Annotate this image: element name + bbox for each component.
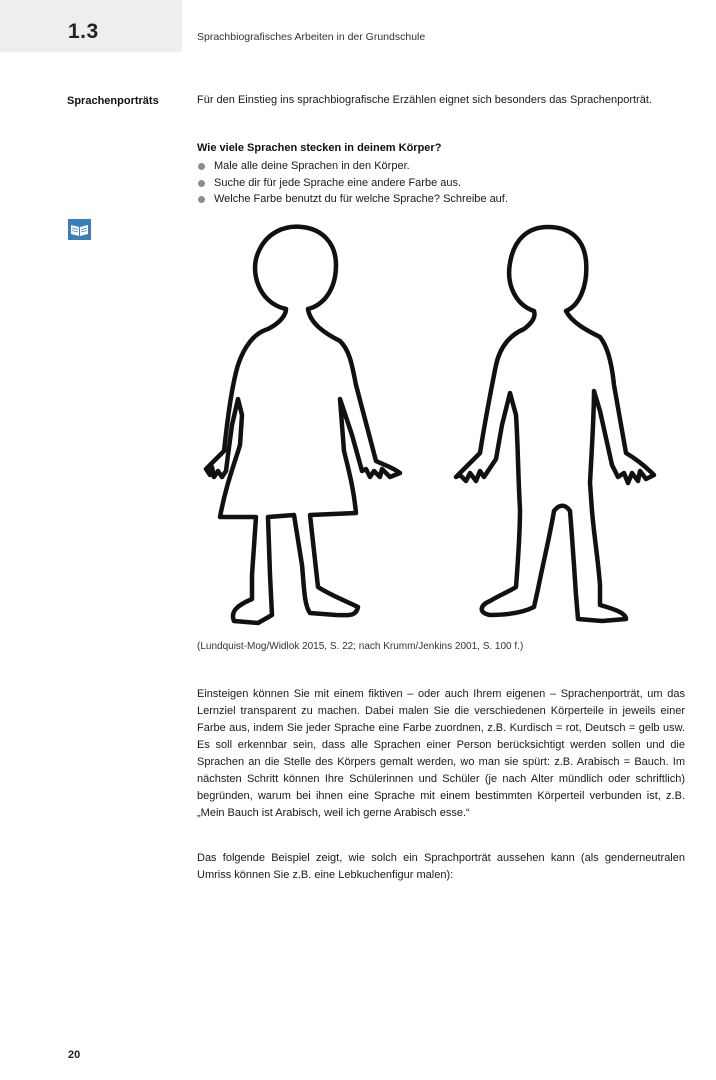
body-outline-illustration bbox=[180, 215, 680, 635]
section-side-title: Sprachenporträts bbox=[67, 95, 159, 107]
intro-paragraph: Für den Einstieg ins sprachbiografische Erzählen eignet sich besonders das Sprachenporträt. bbox=[197, 94, 652, 106]
body-paragraph: Einsteigen können Sie mit einem fiktiven – oder auch Ihrem eigenen – Sprachenporträt, um das Lernziel transparent zu machen. Dabei malen Sie die verschiedenen Körperteile in jeweils einer Farbe aus, indem Sie jeder Sprache eine Farbe zuordnen, z.B. Kurdisch = rot, Deutsch = gelb usw. Es soll erkennbar sein, dass alle Sprachen einer Person berücksichtigt werden sollen und die Sprachen an die Stelle des Körpers gemalt werden, wo man sie spürt: z.B. Arabisch = Bauch. Im nächsten Schritt können Ihre Schülerinnen und Schüler (je nach Alter mündlich oder schriftlich) begründen, warum bei ihnen eine Sprache mit einem bestimmten Körperteil verbunden ist, z.B. „Mein Bauch ist Arabisch, weil ich gerne Arabisch esse.“ bbox=[197, 688, 685, 819]
page-number: 20 bbox=[68, 1049, 81, 1061]
figure-caption: (Lundquist-Mog/Widlok 2015, S. 22; nach Krumm/Jenkins 2001, S. 100 f.) bbox=[197, 641, 524, 652]
girl-figure-outline bbox=[206, 227, 400, 623]
chapter-number: 1.3 bbox=[68, 20, 99, 43]
book-icon bbox=[68, 219, 91, 240]
body-paragraph: Das folgende Beispiel zeigt, wie solch ein Sprachporträt aussehen kann (als genderneutralen Umriss können Sie z.B. eine Lebkuchenfigur malen): bbox=[197, 852, 685, 881]
task-item: Male alle deine Sprachen in den Körper. bbox=[197, 158, 508, 175]
boy-figure-outline bbox=[456, 227, 654, 621]
running-head: Sprachbiografisches Arbeiten in der Grundschule bbox=[197, 31, 426, 43]
task-item: Suche dir für jede Sprache eine andere Farbe aus. bbox=[197, 175, 508, 192]
task-item: Welche Farbe benutzt du für welche Sprache? Schreibe auf. bbox=[197, 191, 508, 208]
task-list bbox=[197, 158, 508, 208]
task-heading: Wie viele Sprachen stecken in deinem Körper? bbox=[197, 142, 442, 154]
